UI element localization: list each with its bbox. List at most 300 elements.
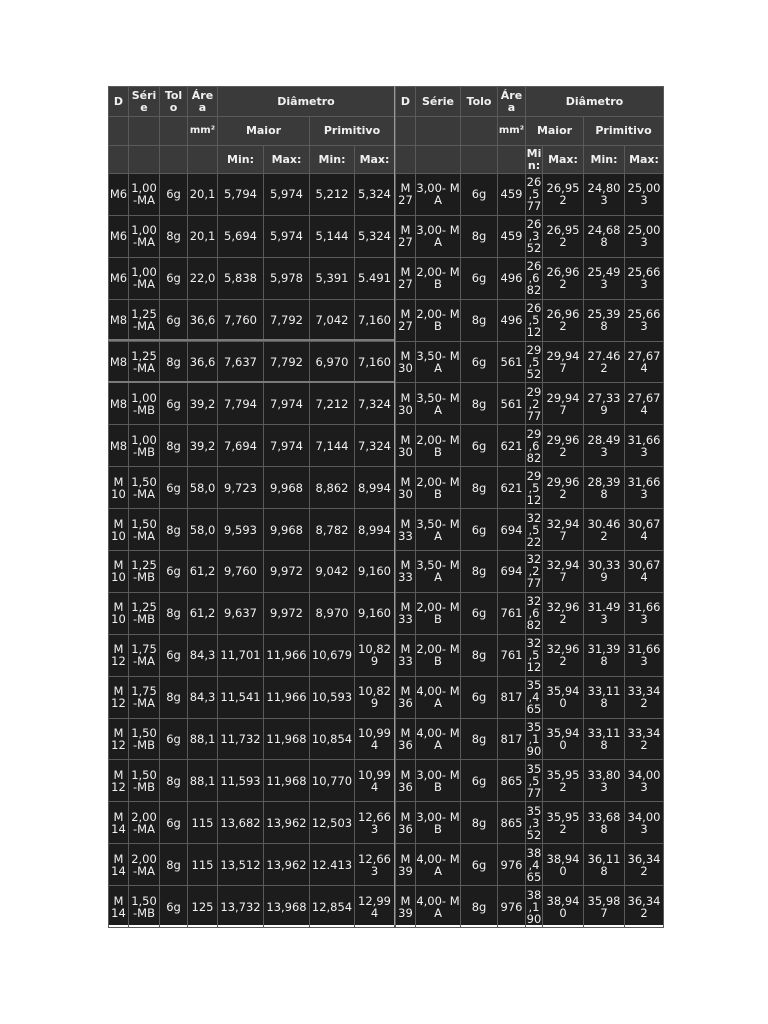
table-row <box>396 760 664 802</box>
header-maior-min: Min: <box>218 146 264 174</box>
cell-tolerancia: 8g <box>461 718 498 760</box>
cell-prim-min: 33,68 8 <box>584 802 625 844</box>
cell-maior-min: 7,794 <box>218 383 264 425</box>
cell-serie: 4,00- MA <box>416 718 461 760</box>
row-separator <box>108 381 394 383</box>
table-row <box>396 676 664 718</box>
cell-maior-min: 11,701 <box>218 634 264 676</box>
header-prim-max: Max: <box>625 146 664 174</box>
cell-maior-min: 26 ,5 12 <box>526 301 542 340</box>
cell-prim-max: 25,00 3 <box>625 215 664 257</box>
cell-maior-max: 13,962 <box>264 844 310 886</box>
cell-tolerancia: 8g <box>461 802 498 844</box>
cell-area: 761 <box>498 592 526 634</box>
cell-area: 817 <box>498 676 526 718</box>
thread-table-sheet <box>108 86 663 925</box>
cell-prim-min: 7,144 <box>310 425 355 467</box>
table-row <box>109 551 395 593</box>
cell-maior-max: 32,94 7 <box>543 551 584 593</box>
header-d: D <box>396 87 416 117</box>
cell-area: 39,2 <box>188 425 218 467</box>
table-row <box>109 509 395 551</box>
cell-area: 561 <box>498 341 526 383</box>
cell-prim-max: 12,99 4 <box>355 886 395 928</box>
cell-tolerancia: 8g <box>461 886 498 928</box>
cell-prim-max: 30,67 4 <box>625 551 664 593</box>
cell-tolerancia: 8g <box>461 215 498 257</box>
header-prim-min: Min: <box>310 146 355 174</box>
cell-d: M 14 <box>109 802 129 844</box>
cell-d: M 10 <box>109 509 129 551</box>
cell-serie: 2,00- MB <box>416 634 461 676</box>
header-diametro: Diâmetro <box>526 87 664 117</box>
cell-prim-max: 34,00 3 <box>625 802 664 844</box>
cell-area: 976 <box>498 886 526 928</box>
header-maior-max: Max: <box>264 146 310 174</box>
cell-area: 694 <box>498 551 526 593</box>
table-row <box>396 467 664 509</box>
header-maior-min: Mi n: <box>526 146 542 172</box>
cell-prim-min: 10,854 <box>310 718 355 760</box>
cell-tolerancia: 6g <box>160 886 188 928</box>
cell-maior-min: 38 ,4 65 <box>526 845 542 884</box>
cell-serie: 2,00 -MA <box>129 844 160 886</box>
cell-maior-max: 7,792 <box>264 299 310 341</box>
cell-serie: 1,00 -MA <box>129 257 160 299</box>
cell-serie: 3,50- MA <box>416 341 461 383</box>
cell-serie: 2,00- MB <box>416 467 461 509</box>
header-area: Áre a <box>498 87 526 117</box>
header-blank <box>129 117 160 146</box>
cell-maior-max: 26,96 2 <box>543 299 584 341</box>
cell-maior-max: 5,978 <box>264 257 310 299</box>
cell-d: M 30 <box>396 341 416 383</box>
cell-tolerancia: 8g <box>461 634 498 676</box>
cell-prim-max: 8,994 <box>355 509 395 551</box>
cell-maior-max: 9,968 <box>264 509 310 551</box>
left-thread-table <box>108 86 395 928</box>
cell-serie: 1,75 -MA <box>129 676 160 718</box>
cell-maior-max: 35,95 2 <box>543 760 584 802</box>
cell-prim-min: 31,39 8 <box>584 634 625 676</box>
cell-d: M 36 <box>396 718 416 760</box>
table-row <box>396 886 664 928</box>
cell-tolerancia: 6g <box>160 467 188 509</box>
table-row <box>396 509 664 551</box>
header-blank <box>396 117 416 146</box>
cell-prim-max: 33,34 2 <box>625 676 664 718</box>
cell-prim-max: 33,34 2 <box>625 718 664 760</box>
cell-area: 58,0 <box>188 509 218 551</box>
cell-maior-min: 35 ,5 77 <box>526 761 542 800</box>
cell-area: 22,0 <box>188 257 218 299</box>
cell-tolerancia: 6g <box>160 383 188 425</box>
cell-prim-min: 33,80 3 <box>584 760 625 802</box>
header-blank <box>109 117 129 146</box>
cell-maior-min: 38 ,1 90 <box>526 887 542 926</box>
cell-prim-min: 8,862 <box>310 467 355 509</box>
header-blank <box>461 146 498 174</box>
table-row <box>109 174 395 216</box>
cell-tolerancia: 8g <box>160 341 188 383</box>
cell-d: M8 <box>109 341 129 383</box>
cell-d: M6 <box>109 215 129 257</box>
cell-tolerancia: 8g <box>160 844 188 886</box>
cell-maior-max: 35,94 0 <box>543 718 584 760</box>
table-row <box>109 257 395 299</box>
cell-maior-max: 35,95 2 <box>543 802 584 844</box>
table-row <box>396 215 664 257</box>
cell-area: 459 <box>498 215 526 257</box>
cell-d: M 14 <box>109 886 129 928</box>
cell-serie: 1,00 -MB <box>129 383 160 425</box>
cell-maior-min: 9,637 <box>218 592 264 634</box>
cell-tolerancia: 8g <box>461 551 498 593</box>
cell-d: M6 <box>109 257 129 299</box>
cell-d: M 30 <box>396 425 416 467</box>
cell-prim-min: 30.46 2 <box>584 509 625 551</box>
cell-area: 761 <box>498 634 526 676</box>
header-serie: Séri e <box>129 87 160 117</box>
cell-area: 865 <box>498 760 526 802</box>
right-table-body <box>396 174 664 928</box>
header-maior: Maior <box>526 117 584 146</box>
cell-maior-max: 11,968 <box>264 760 310 802</box>
cell-maior-min: 32 ,2 77 <box>526 552 542 591</box>
header-primitivo: Primitivo <box>584 117 664 146</box>
cell-area: 621 <box>498 467 526 509</box>
cell-d: M 33 <box>396 509 416 551</box>
cell-prim-min: 35,98 7 <box>584 886 625 928</box>
cell-serie: 1,50 -MB <box>129 886 160 928</box>
cell-tolerancia: 8g <box>160 215 188 257</box>
cell-maior-min: 29 ,2 77 <box>526 384 542 423</box>
cell-tolerancia: 8g <box>461 383 498 425</box>
cell-tolerancia: 6g <box>160 257 188 299</box>
table-row <box>396 592 664 634</box>
cell-prim-min: 6,970 <box>310 341 355 383</box>
cell-prim-max: 31,66 3 <box>625 592 664 634</box>
cell-serie: 3,00- MA <box>416 174 461 216</box>
cell-prim-max: 36,34 2 <box>625 844 664 886</box>
cell-prim-max: 5.491 <box>355 257 395 299</box>
cell-serie: 1,50 -MA <box>129 509 160 551</box>
cell-prim-min: 28,39 8 <box>584 467 625 509</box>
header-blank <box>188 146 218 174</box>
cell-prim-min: 36,11 8 <box>584 844 625 886</box>
table-row <box>396 634 664 676</box>
cell-tolerancia: 6g <box>160 551 188 593</box>
cell-tolerancia: 6g <box>461 676 498 718</box>
cell-serie: 3,00- MB <box>416 802 461 844</box>
cell-maior-max: 29,96 2 <box>543 467 584 509</box>
right-thread-table <box>395 86 664 928</box>
cell-area: 88,1 <box>188 718 218 760</box>
cell-maior-min: 7,694 <box>218 425 264 467</box>
cell-prim-min: 25,39 8 <box>584 299 625 341</box>
table-row <box>109 718 395 760</box>
cell-d: M 10 <box>109 551 129 593</box>
cell-tolerancia: 8g <box>160 425 188 467</box>
cell-maior-max: 5,974 <box>264 215 310 257</box>
cell-d: M 10 <box>109 592 129 634</box>
cell-prim-min: 7,042 <box>310 299 355 341</box>
cell-tolerancia: 8g <box>160 676 188 718</box>
cell-maior-min: 29 ,6 82 <box>526 426 542 465</box>
cell-tolerancia: 6g <box>160 174 188 216</box>
table-row <box>109 760 395 802</box>
table-row <box>396 174 664 216</box>
cell-prim-max: 8,994 <box>355 467 395 509</box>
cell-prim-min: 5,391 <box>310 257 355 299</box>
cell-area: 36,6 <box>188 299 218 341</box>
cell-d: M 33 <box>396 592 416 634</box>
header-diametro: Diâmetro <box>218 87 395 117</box>
cell-prim-max: 9,160 <box>355 592 395 634</box>
cell-serie: 3,50- MA <box>416 509 461 551</box>
cell-d: M6 <box>109 174 129 216</box>
cell-area: 115 <box>188 844 218 886</box>
table-row <box>109 676 395 718</box>
cell-prim-min: 31.49 3 <box>584 592 625 634</box>
cell-prim-min: 5,144 <box>310 215 355 257</box>
cell-maior-min: 5,794 <box>218 174 264 216</box>
cell-tolerancia: 6g <box>461 425 498 467</box>
cell-prim-min: 28.49 3 <box>584 425 625 467</box>
table-row <box>396 718 664 760</box>
header-blank <box>160 146 188 174</box>
cell-prim-max: 31,66 3 <box>625 425 664 467</box>
cell-area: 459 <box>498 174 526 216</box>
cell-maior-min: 29 ,5 12 <box>526 468 542 507</box>
cell-prim-min: 33,11 8 <box>584 718 625 760</box>
cell-serie: 1,50 -MB <box>129 718 160 760</box>
cell-d: M 14 <box>109 844 129 886</box>
cell-prim-max: 10,99 4 <box>355 718 395 760</box>
cell-prim-min: 10,679 <box>310 634 355 676</box>
cell-d: M8 <box>109 299 129 341</box>
cell-maior-max: 7,792 <box>264 341 310 383</box>
cell-area: 496 <box>498 257 526 299</box>
cell-prim-max: 25,66 3 <box>625 299 664 341</box>
cell-maior-max: 9,968 <box>264 467 310 509</box>
header-prim-min: Min: <box>584 146 625 174</box>
cell-tolerancia: 6g <box>461 509 498 551</box>
cell-d: M 12 <box>109 760 129 802</box>
cell-serie: 1,25 -MB <box>129 592 160 634</box>
header-area-unit: mm² <box>498 117 526 146</box>
cell-prim-max: 30,67 4 <box>625 509 664 551</box>
table-row <box>396 383 664 425</box>
header-serie: Série <box>416 87 461 117</box>
cell-tolerancia: 6g <box>160 634 188 676</box>
cell-prim-min: 24,68 8 <box>584 215 625 257</box>
cell-prim-max: 5,324 <box>355 215 395 257</box>
cell-d: M 36 <box>396 676 416 718</box>
cell-maior-min: 26 ,5 77 <box>526 175 542 214</box>
cell-prim-max: 12,66 3 <box>355 844 395 886</box>
cell-maior-min: 29 ,5 52 <box>526 343 542 381</box>
table-row <box>396 341 664 383</box>
cell-tolerancia: 6g <box>461 257 498 299</box>
table-row <box>109 592 395 634</box>
cell-prim-max: 27,67 4 <box>625 383 664 425</box>
cell-serie: 1,00 -MA <box>129 215 160 257</box>
cell-d: M 12 <box>109 718 129 760</box>
header-blank <box>396 146 416 174</box>
cell-maior-min: 13,512 <box>218 844 264 886</box>
cell-d: M8 <box>109 425 129 467</box>
cell-tolerancia: 6g <box>461 760 498 802</box>
cell-tolerancia: 6g <box>461 592 498 634</box>
cell-prim-min: 12,854 <box>310 886 355 928</box>
header-blank <box>498 146 526 174</box>
table-row <box>396 299 664 341</box>
cell-d: M 27 <box>396 299 416 341</box>
cell-area: 20,1 <box>188 174 218 216</box>
table-row <box>109 802 395 844</box>
cell-prim-min: 27.46 2 <box>584 341 625 383</box>
header-prim-max: Max: <box>355 146 395 174</box>
cell-d: M 27 <box>396 257 416 299</box>
cell-prim-min: 5,212 <box>310 174 355 216</box>
table-row <box>109 844 395 886</box>
header-blank <box>109 146 129 174</box>
cell-maior-max: 13,968 <box>264 886 310 928</box>
cell-d: M 33 <box>396 634 416 676</box>
cell-maior-max: 29,94 7 <box>543 383 584 425</box>
cell-serie: 3,50- MA <box>416 551 461 593</box>
cell-area: 976 <box>498 844 526 886</box>
cell-area: 61,2 <box>188 551 218 593</box>
header-blank <box>160 117 188 146</box>
row-separator <box>108 339 394 341</box>
cell-area: 20,1 <box>188 215 218 257</box>
cell-prim-min: 12,503 <box>310 802 355 844</box>
cell-prim-max: 10,82 9 <box>355 676 395 718</box>
cell-area: 115 <box>188 802 218 844</box>
cell-prim-min: 7,212 <box>310 383 355 425</box>
cell-maior-max: 9,972 <box>264 592 310 634</box>
cell-serie: 1,25 -MA <box>129 341 160 383</box>
cell-serie: 1,50 -MA <box>129 467 160 509</box>
table-row <box>109 383 395 425</box>
cell-maior-min: 11,593 <box>218 760 264 802</box>
cell-maior-max: 26,95 2 <box>543 174 584 216</box>
cell-d: M 39 <box>396 886 416 928</box>
header-d: D <box>109 87 129 117</box>
cell-d: M 39 <box>396 844 416 886</box>
cell-serie: 2,00- MB <box>416 592 461 634</box>
cell-maior-min: 11,541 <box>218 676 264 718</box>
cell-serie: 3,50- MA <box>416 383 461 425</box>
cell-prim-max: 34,00 3 <box>625 760 664 802</box>
cell-maior-max: 11,966 <box>264 676 310 718</box>
table-row <box>109 341 395 383</box>
cell-maior-max: 13,962 <box>264 802 310 844</box>
cell-maior-max: 38,94 0 <box>543 844 584 886</box>
cell-prim-min: 33,11 8 <box>584 676 625 718</box>
cell-prim-max: 25,66 3 <box>625 257 664 299</box>
cell-d: M 27 <box>396 174 416 216</box>
cell-maior-max: 9,972 <box>264 551 310 593</box>
cell-serie: 1,00 -MA <box>129 174 160 216</box>
header-blank <box>461 117 498 146</box>
cell-maior-max: 5,974 <box>264 174 310 216</box>
cell-prim-min: 10,770 <box>310 760 355 802</box>
cell-maior-min: 35 ,3 52 <box>526 803 542 842</box>
cell-maior-min: 32 ,5 12 <box>526 636 542 675</box>
cell-maior-min: 13,682 <box>218 802 264 844</box>
header-blank <box>416 117 461 146</box>
table-row <box>109 467 395 509</box>
cell-prim-min: 9,042 <box>310 551 355 593</box>
cell-prim-max: 9,160 <box>355 551 395 593</box>
cell-maior-min: 9,760 <box>218 551 264 593</box>
cell-prim-max: 5,324 <box>355 174 395 216</box>
cell-area: 496 <box>498 299 526 341</box>
cell-maior-min: 32 ,6 82 <box>526 594 542 633</box>
cell-serie: 2,00- MB <box>416 425 461 467</box>
cell-serie: 4,00- MA <box>416 676 461 718</box>
cell-tolerancia: 6g <box>160 299 188 341</box>
cell-d: M 36 <box>396 760 416 802</box>
cell-serie: 4,00- MA <box>416 844 461 886</box>
cell-prim-max: 7,160 <box>355 299 395 341</box>
cell-serie: 2,00- MB <box>416 299 461 341</box>
cell-serie: 1,25 -MB <box>129 551 160 593</box>
table-row <box>109 215 395 257</box>
cell-serie: 1,25 -MA <box>129 299 160 341</box>
cell-maior-max: 29,96 2 <box>543 425 584 467</box>
cell-serie: 3,00- MB <box>416 760 461 802</box>
cell-maior-max: 38,94 0 <box>543 886 584 928</box>
cell-maior-max: 11,968 <box>264 718 310 760</box>
left-table-body <box>109 174 395 928</box>
cell-prim-max: 31,66 3 <box>625 634 664 676</box>
table-row <box>396 551 664 593</box>
cell-tolerancia: 8g <box>160 592 188 634</box>
cell-prim-max: 7,324 <box>355 383 395 425</box>
cell-tolerancia: 6g <box>461 844 498 886</box>
cell-maior-min: 32 ,5 22 <box>526 510 542 549</box>
cell-maior-min: 7,637 <box>218 341 264 383</box>
header-area-unit: mm² <box>188 117 218 146</box>
table-row <box>109 634 395 676</box>
header-maior: Maior <box>218 117 310 146</box>
cell-maior-min: 35 ,1 90 <box>526 720 542 759</box>
cell-area: 84,3 <box>188 676 218 718</box>
cell-d: M 10 <box>109 467 129 509</box>
cell-d: M 30 <box>396 383 416 425</box>
cell-prim-max: 12,66 3 <box>355 802 395 844</box>
cell-maior-min: 35 ,4 65 <box>526 678 542 717</box>
header-maior-max: Max: <box>543 146 584 174</box>
table-row <box>396 802 664 844</box>
table-row <box>109 886 395 928</box>
cell-area: 561 <box>498 383 526 425</box>
header-tolerancia: Tolo <box>461 87 498 117</box>
cell-prim-min: 8,782 <box>310 509 355 551</box>
cell-area: 621 <box>498 425 526 467</box>
cell-prim-max: 7,160 <box>355 341 395 383</box>
cell-serie: 3,00- MA <box>416 215 461 257</box>
cell-area: 61,2 <box>188 592 218 634</box>
cell-d: M 36 <box>396 802 416 844</box>
cell-maior-min: 7,760 <box>218 299 264 341</box>
cell-prim-min: 8,970 <box>310 592 355 634</box>
cell-tolerancia: 6g <box>461 341 498 383</box>
